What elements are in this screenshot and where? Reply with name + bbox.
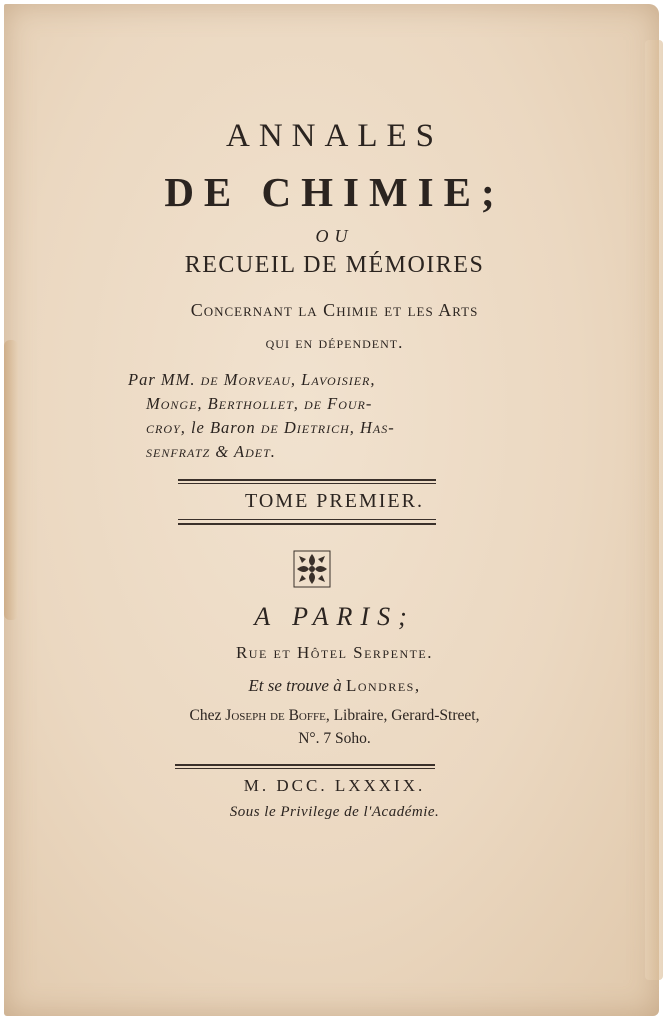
- authors-line-1: [128, 368, 508, 392]
- imprint-bookseller: Joseph de Boffe: [225, 707, 326, 724]
- imprint-street: Rue et Hôtel Serpente.: [235, 643, 434, 662]
- subject-line-1: Concernant la Chimie et les Arts: [190, 300, 479, 320]
- imprint-bookseller-rest: , Libraire, Gerard-Street,: [325, 707, 480, 724]
- authors-line-4: senfratz & Adet.: [146, 442, 276, 461]
- imprint-london: Londres,: [345, 676, 421, 695]
- imprint-address: N°. 7 Soho.: [298, 730, 371, 747]
- authors-names-1: de Morveau, Lavoisier,: [200, 370, 376, 389]
- authors-line-3b: , le Baron: [180, 418, 261, 437]
- rule-year-1: [175, 764, 435, 766]
- authors-line-3a: croy: [146, 418, 181, 437]
- imprint-chez: Chez: [189, 707, 222, 724]
- page-torn-edge-left: [4, 340, 18, 620]
- privilege-line: Sous le Privilege de l'Académie.: [229, 804, 440, 820]
- title-annales: ANNALES: [226, 118, 443, 154]
- authors-line-3c: de Dietrich, Has-: [260, 418, 395, 437]
- title-ou: OU: [315, 226, 354, 246]
- rule-top-2: [178, 483, 436, 484]
- rule-bottom-1: [178, 519, 436, 520]
- authors-line-2: Monge, Berthollet, de Four-: [146, 394, 373, 413]
- volume-label: TOME PREMIER.: [245, 490, 424, 512]
- title-de-chimie: DE CHIMIE;: [164, 169, 505, 215]
- rule-bottom-2: [178, 523, 436, 525]
- subtitle-recueil: RECUEIL DE MÉMOIRES: [184, 252, 485, 278]
- imprint-bookseller-line: [0, 707, 669, 725]
- rule-top-1: [178, 479, 436, 481]
- imprint-city: A PARIS;: [254, 602, 415, 631]
- publication-year: M. DCC. LXXXIX.: [243, 776, 426, 795]
- subject-line-2: qui en dépendent.: [265, 333, 404, 352]
- rule-year-2: [175, 768, 435, 769]
- authors-by: Par MM.: [128, 370, 196, 389]
- authors-block: [128, 368, 508, 464]
- authors-line-3: [128, 416, 508, 440]
- imprint-london-line: [0, 676, 669, 696]
- imprint-also-found: Et se trouve à: [248, 676, 342, 695]
- fleuron-ornament-icon: [293, 550, 331, 588]
